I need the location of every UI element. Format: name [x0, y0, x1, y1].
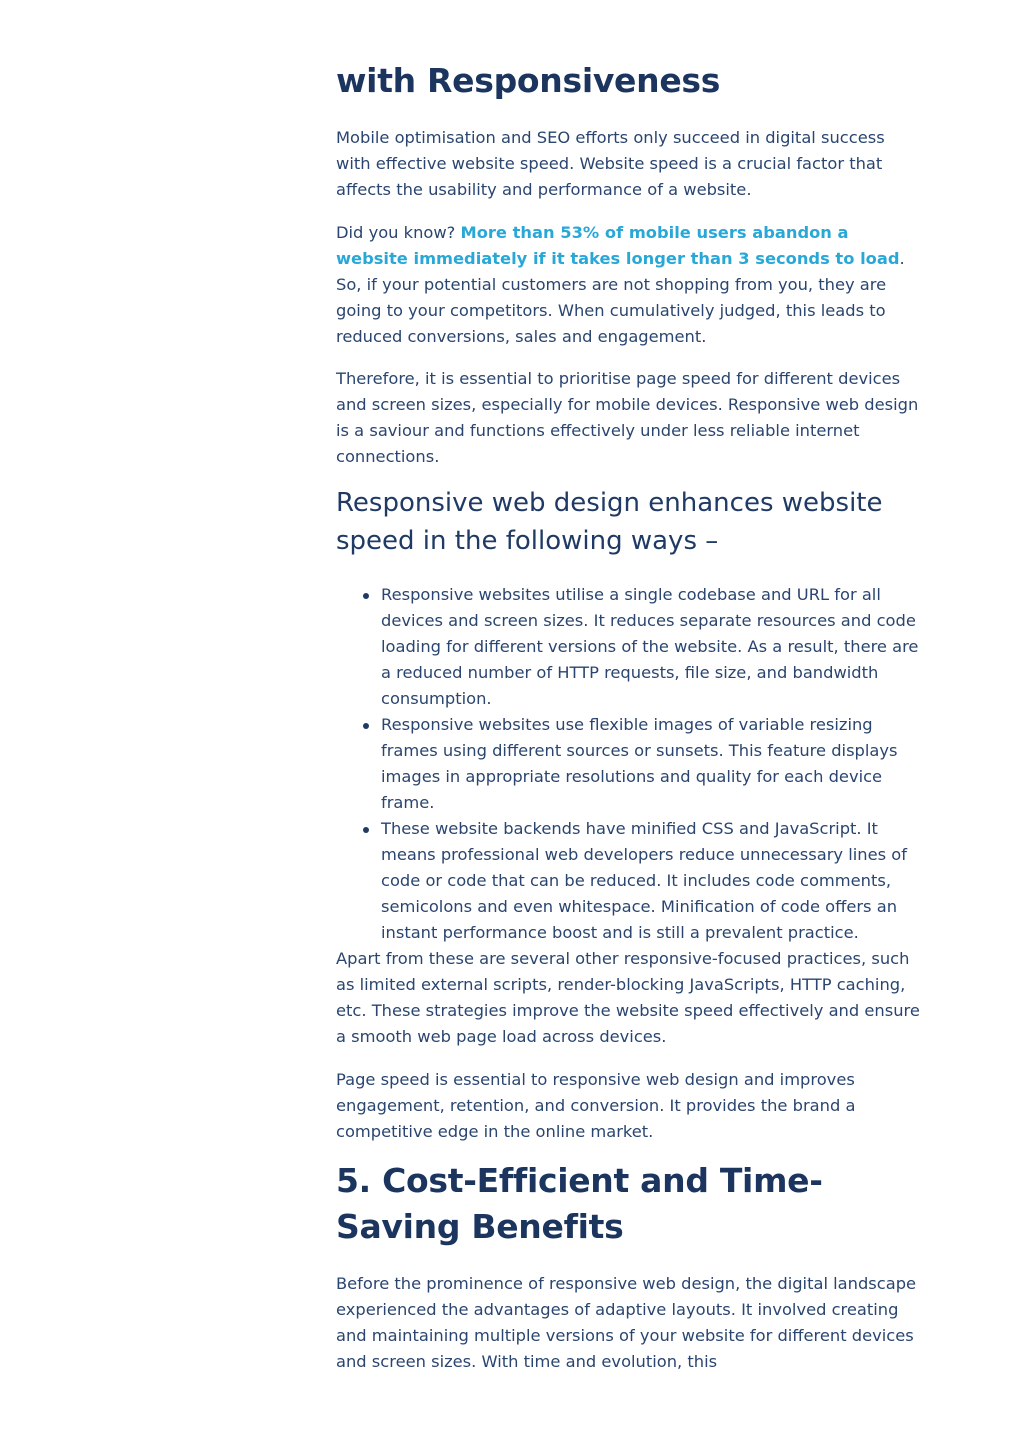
list-item — [336, 816, 931, 946]
list-item-text: Responsive websites utilise a single codebase and URL for all devices and screen sizes. It reduces separate resources and code loading for different versions of the website. As a result, there are a reduced number of HTTP requests, file size, and bandwidth consumption. — [381, 585, 919, 708]
list-item — [336, 582, 931, 712]
list-item — [336, 712, 931, 816]
paragraph-rest-text: . So, if your potential customers are not shopping from you, they are going to your competitors. When cumulatively judged, this leads to reduced conversions, sales and engagement. — [336, 249, 905, 346]
bullet-dot-icon — [363, 593, 369, 599]
paragraph-lead-text: Did you know? — [336, 223, 461, 242]
paragraph-did-you-know — [336, 220, 921, 350]
subheading-speed-ways: Responsive web design enhances website speed in the following ways – — [336, 488, 883, 556]
section-heading-responsiveness: with Responsiveness — [336, 61, 721, 100]
list-item-text: These website backends have minified CSS and JavaScript. It means professional web developers reduce unnecessary lines of code or code that can be reduced. It includes code comments, semicolons and even whitespace. Minification of code offers an instant performance boost and is still a prevalent practice. — [381, 819, 907, 942]
highlight-statistic: More than 53% of mobile users abandon a website immediately if it takes longer than 3 seconds to load — [336, 223, 900, 268]
list-item-text: Responsive websites use flexible images of variable resizing frames using different sources or sunsets. This feature displays images in appropriate resolutions and quality for each device frame. — [381, 715, 898, 812]
paragraph-page-speed-essential: Page speed is essential to responsive web design and improves engagement, retention, and conversion. It provides the brand a competitive edge in the online market. — [336, 1070, 856, 1141]
paragraph-website-speed: Mobile optimisation and SEO efforts only succeed in digital success with effective website speed. Website speed is a crucial factor that affects the usability and performance of a website. — [336, 128, 885, 199]
bullet-dot-icon — [363, 723, 369, 729]
article-column — [336, 58, 936, 1375]
paragraph-before-prominence: Before the prominence of responsive web design, the digital landscape experienced the advantages of adaptive layouts. It involved creating and maintaining multiple versions of your website for different devices and screen sizes. With time and evolution, this — [336, 1274, 917, 1371]
speed-ways-list — [336, 582, 931, 946]
paragraph-other-practices: Apart from these are several other responsive-focused practices, such as limited external scripts, render-blocking JavaScripts, HTTP caching, etc. These strategies improve the website speed effectively and ensure a smooth web page load across devices. — [336, 949, 920, 1046]
paragraph-prioritise-speed: Therefore, it is essential to prioritise page speed for different devices and screen sizes, especially for mobile devices. Responsive web design is a saviour and functions effectively under less reliable internet connections. — [336, 369, 919, 466]
bullet-dot-icon — [363, 827, 369, 833]
section-heading-cost-efficient: 5. Cost-Efficient and Time-Saving Benefits — [336, 1161, 823, 1246]
